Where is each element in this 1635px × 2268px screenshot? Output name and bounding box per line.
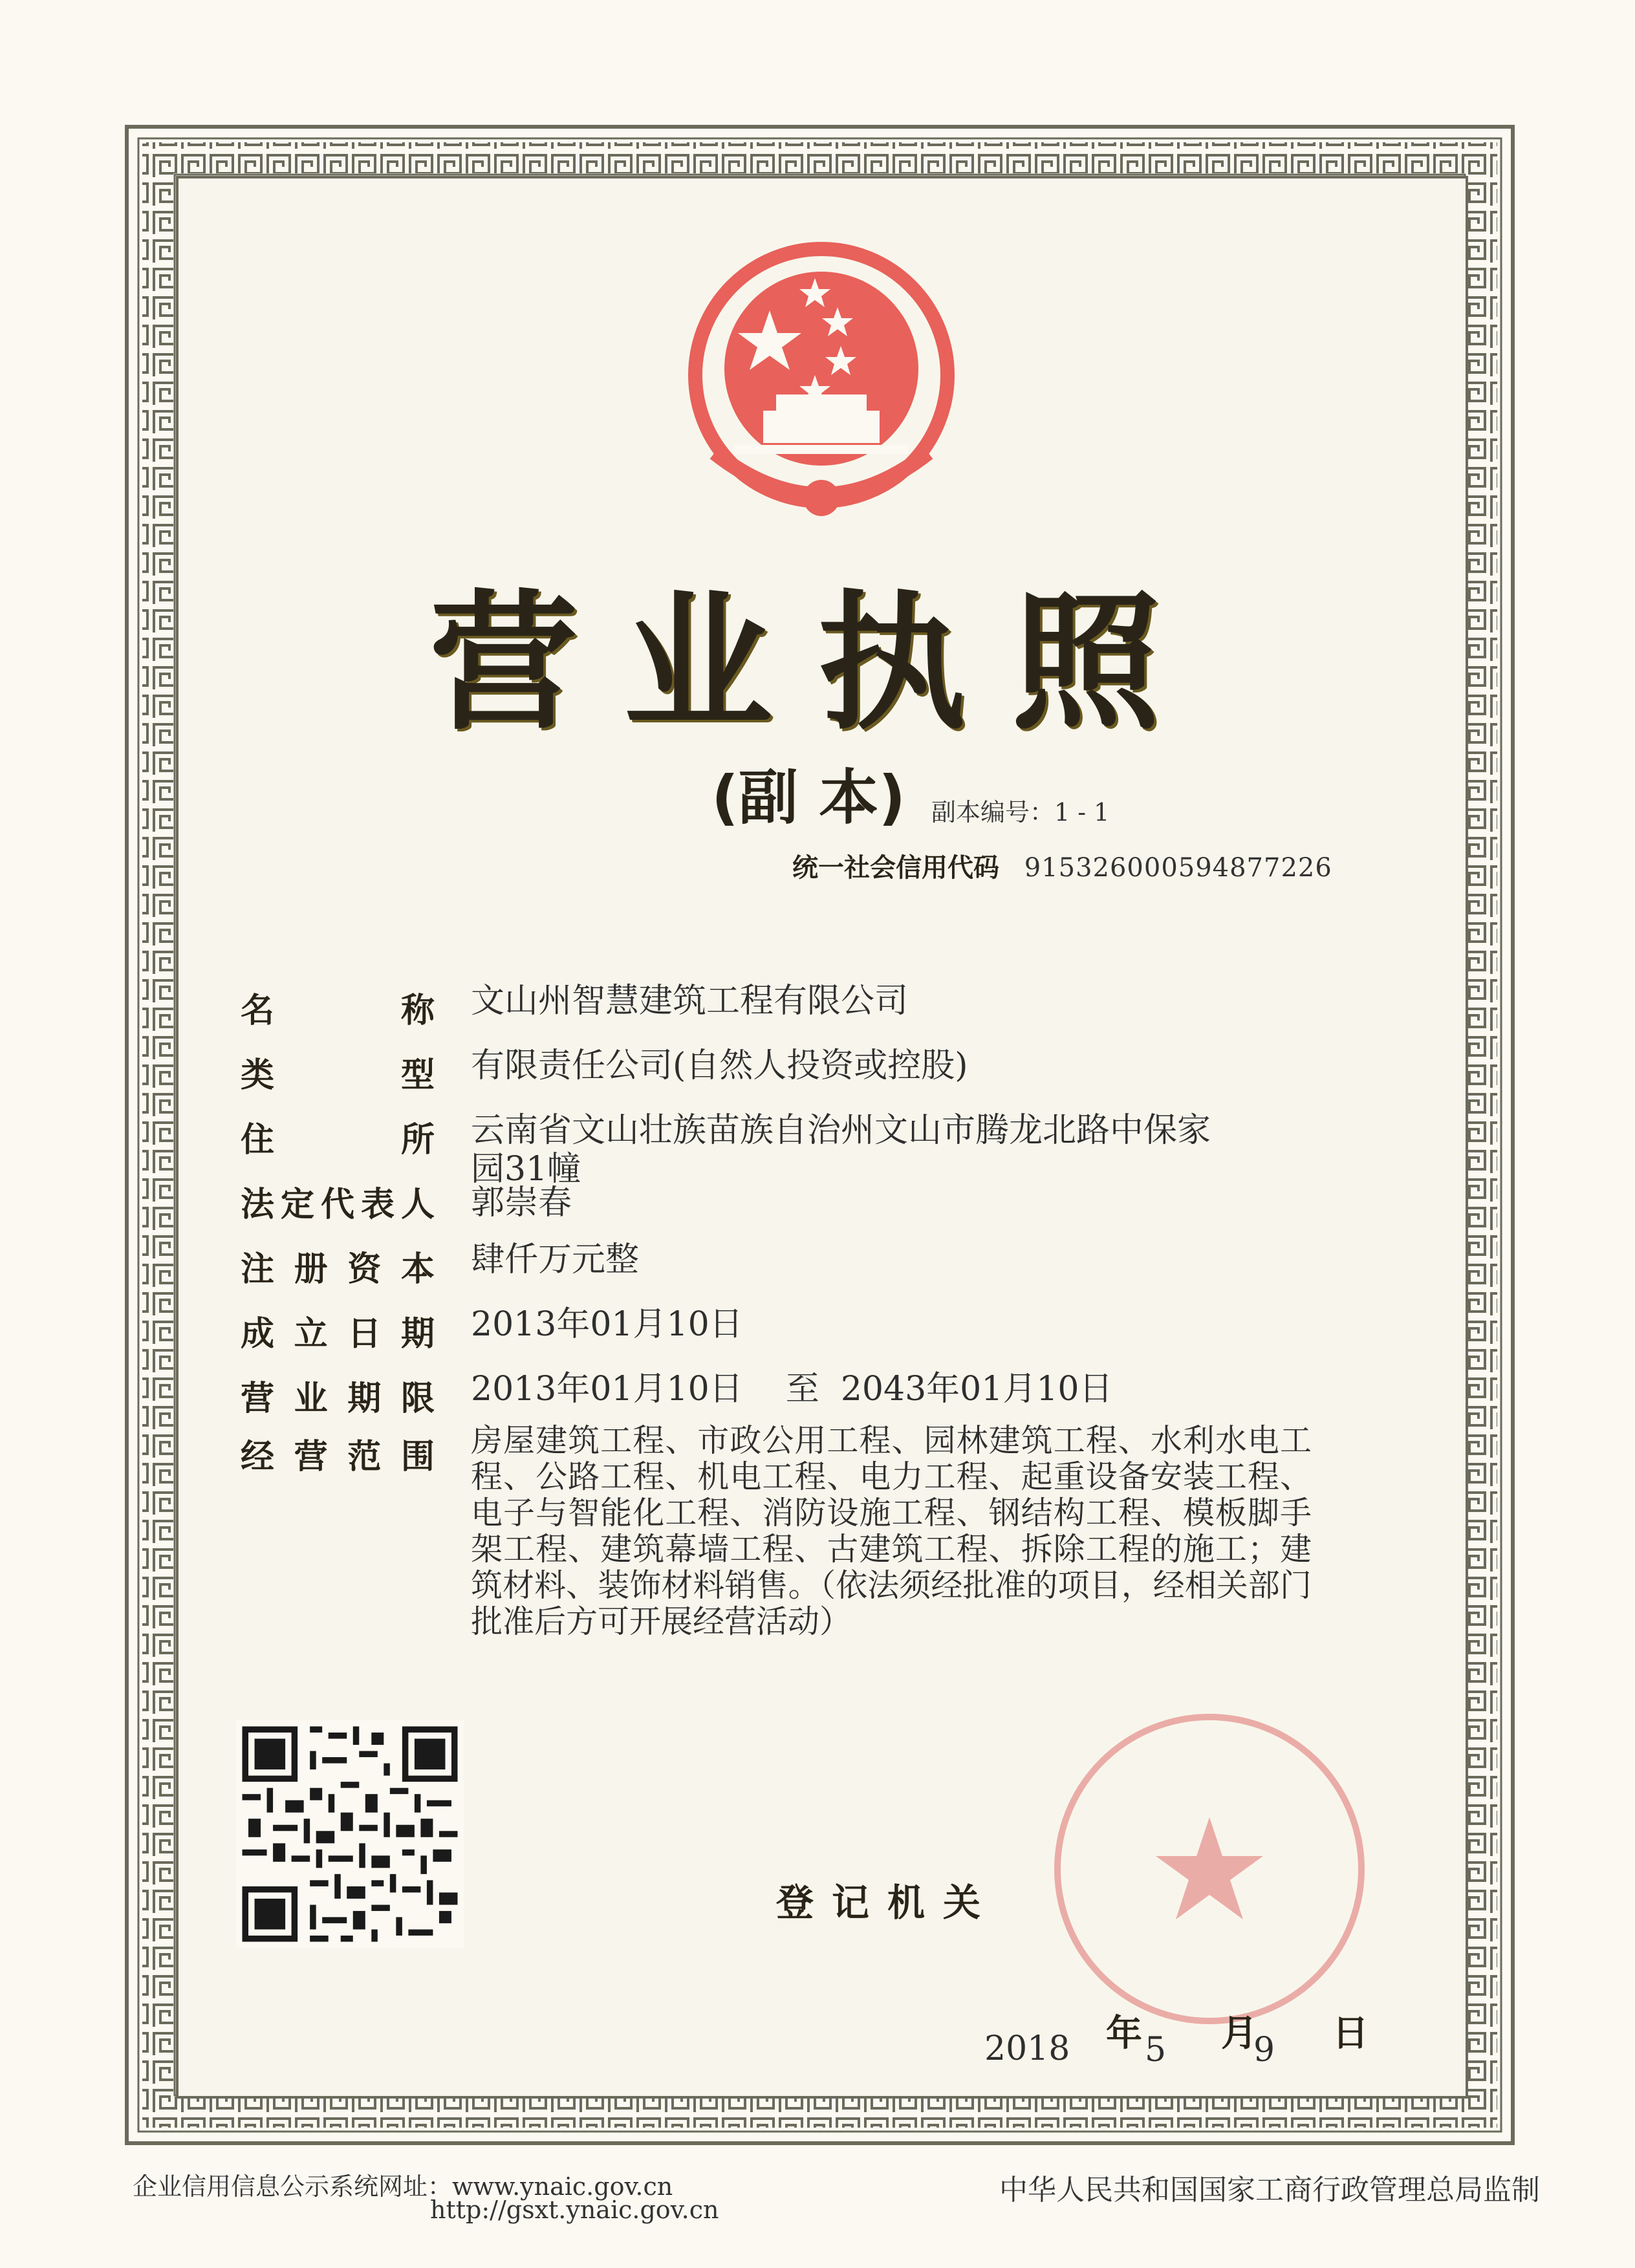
field-scope-label: 经 营 范 围 (241, 1438, 435, 1476)
field-capital-value: 肆仟万元整 (471, 1240, 640, 1279)
date-year: 2018 (984, 2029, 1070, 2068)
field-legal-rep-value: 郭崇春 (471, 1183, 572, 1222)
field-name-value: 文山州智慧建筑工程有限公司 (471, 982, 909, 1021)
date-year-unit: 年 (1106, 2013, 1142, 2055)
field-address-value-line2: 园31幢 (471, 1150, 581, 1189)
date-day-unit: 日 (1332, 2013, 1369, 2055)
field-address-label: 住 所 (241, 1121, 435, 1160)
field-type-label: 类 型 (241, 1056, 435, 1095)
national-emblem-icon (676, 239, 967, 524)
date-month: 5 (1145, 2031, 1167, 2069)
footer-website: 企业信用信息公示系统网址：www.ynaic.gov.cn (133, 2172, 673, 2201)
field-established-label: 成 立 日 期 (241, 1315, 435, 1354)
date-month-unit: 月 (1221, 2013, 1257, 2055)
field-name-label: 名 称 (241, 991, 435, 1030)
field-term-label: 营 业 期 限 (241, 1379, 435, 1418)
field-term-value: 2013年01月10日 至 2043年01月10日 (471, 1370, 1113, 1409)
field-capital-label: 注 册 资 本 (241, 1250, 435, 1289)
footer-website-2: http://gsxt.ynaic.gov.cn (430, 2196, 719, 2224)
credit-code-label: 统一社会信用代码 (792, 853, 999, 883)
qr-code-icon (236, 1720, 464, 1948)
date-day: 9 (1253, 2031, 1275, 2069)
credit-code-row (792, 847, 1332, 884)
field-type-value: 有限责任公司(自然人投资或控股) (471, 1046, 968, 1085)
copy-subtitle: (副 本) (711, 763, 906, 832)
field-address-value-line1: 云南省文山壮族苗族自治州文山市腾龙北路中保家 (471, 1111, 1211, 1150)
field-legal-rep-label: 法 定 代 表 人 (241, 1185, 435, 1224)
field-established-value: 2013年01月10日 (471, 1305, 743, 1344)
official-seal-icon (1048, 1707, 1371, 2031)
copy-number: 副本编号：1 - 1 (931, 798, 1110, 826)
registration-authority-label: 登记机关 (776, 1881, 999, 1925)
footer-supervisor: 中华人民共和国国家工商行政管理总局监制 (999, 2174, 1540, 2207)
credit-code-value: 915326000594877226 (1024, 853, 1332, 883)
certificate-title: 营业执照 (429, 578, 1206, 750)
field-scope-value: 房屋建筑工程、市政公用工程、园林建筑工程、水利水电工程、公路工程、机电工程、电力工程、起重设备安装工程、电子与智能化工程、消防设施工程、钢结构工程、模板脚手架工程、建筑幕墙工程、古建筑工程、拆除工程的施工；建筑材料、装饰材料销售。（依法须经批准的项目，经相关部门批准后方可开展经营活动） (471, 1422, 1312, 1640)
